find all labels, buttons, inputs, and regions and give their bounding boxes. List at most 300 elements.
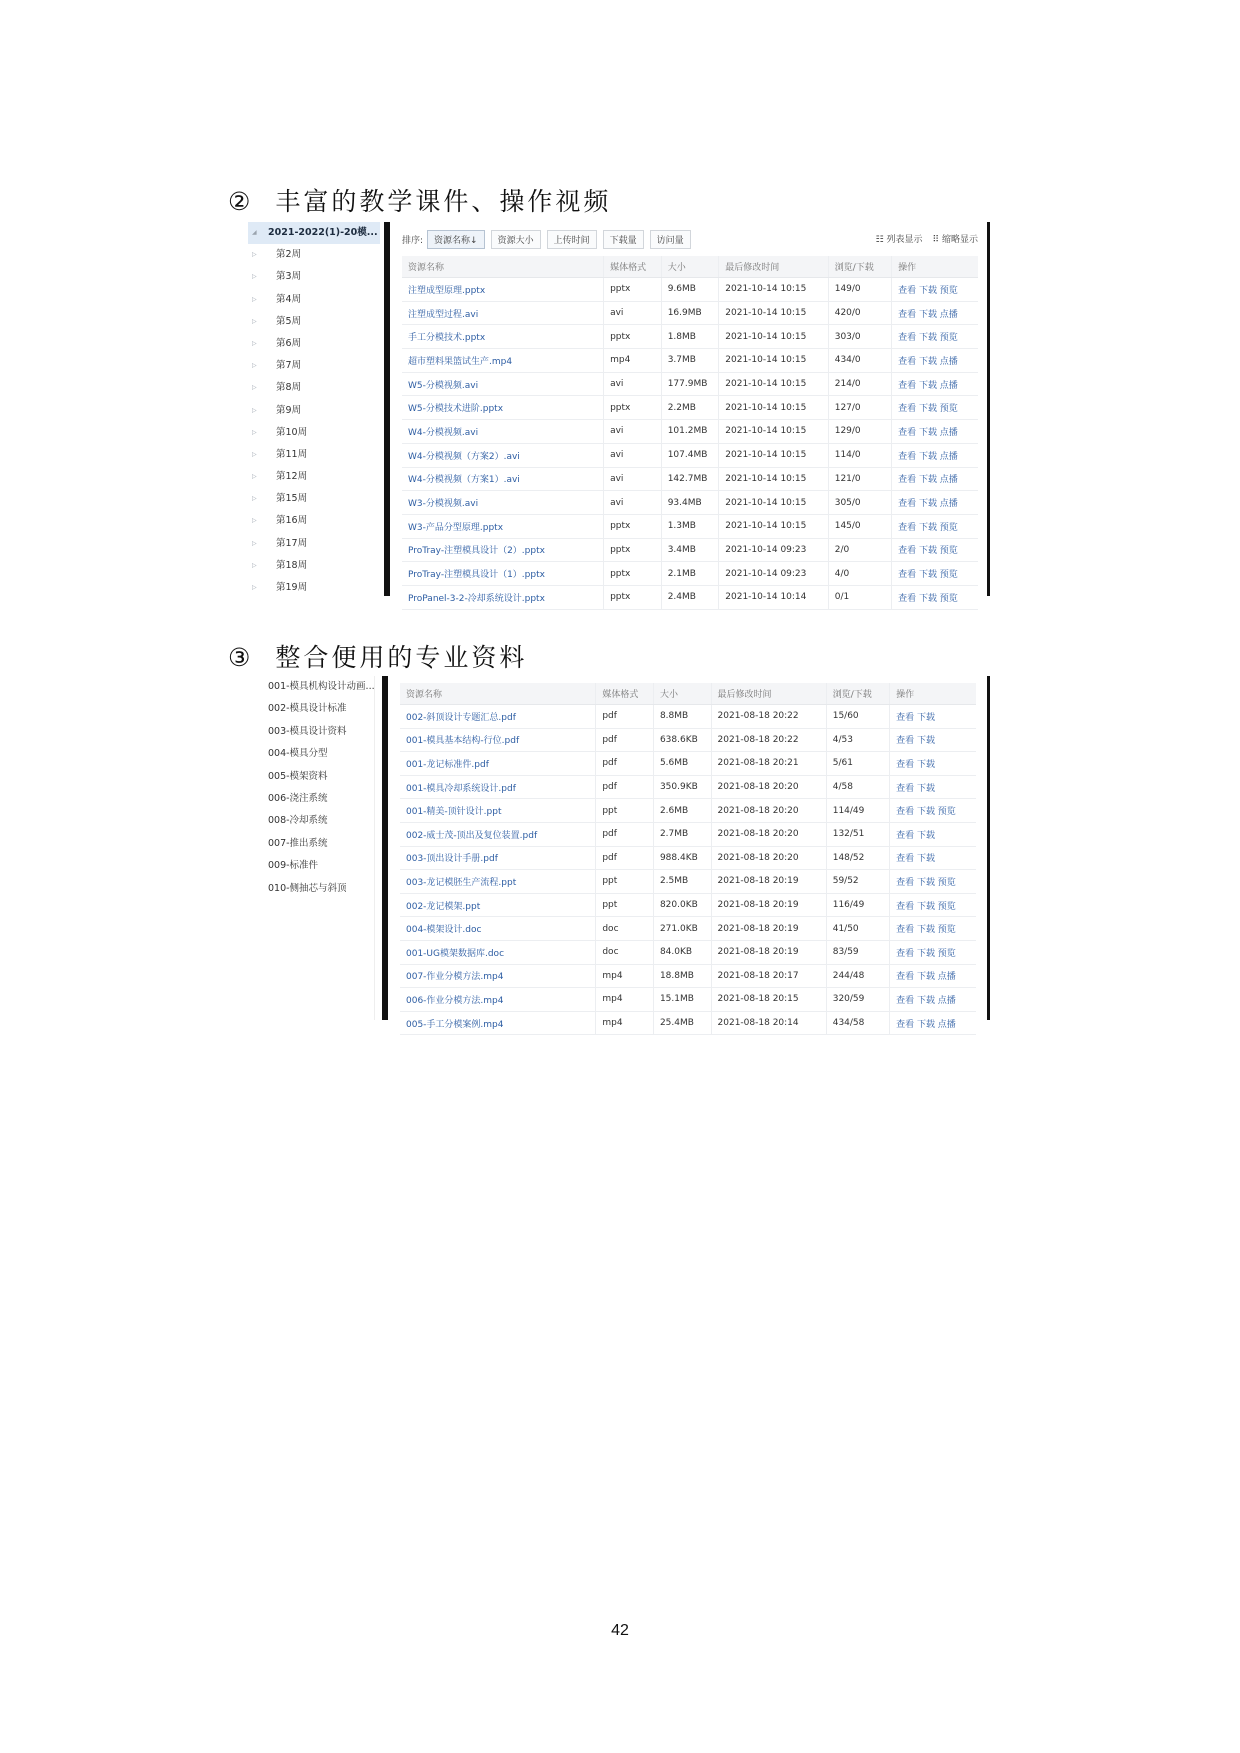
tree-item-category[interactable] — [256, 721, 374, 743]
views-downloads-cell: 148/52 — [826, 846, 889, 870]
views-downloads-cell: 15/60 — [826, 705, 889, 729]
row-actions[interactable]: 查看 下载 点播 — [892, 443, 978, 467]
modified-time-cell: 2021-08-18 20:20 — [711, 775, 826, 799]
row-actions[interactable]: 查看 下载 预览 — [890, 940, 976, 964]
sort-by-name-button[interactable]: 资源名称↓ — [427, 230, 485, 249]
size-cell: 3.7MB — [661, 349, 719, 373]
views-downloads-cell: 244/48 — [826, 964, 889, 988]
modified-time-cell: 2021-08-18 20:19 — [711, 917, 826, 941]
table-row — [400, 705, 976, 729]
resource-name-link[interactable]: 003-龙记模胚生产流程.ppt — [400, 870, 596, 894]
table-row — [400, 728, 976, 752]
list-view-button[interactable]: ☷ 列表显示 — [875, 235, 923, 245]
resource-name-link[interactable]: ProPanel-3-2-冷却系统设计.pptx — [402, 585, 604, 609]
tree-item-week[interactable] — [248, 488, 380, 510]
views-downloads-cell: 2/0 — [828, 538, 891, 562]
views-downloads-cell: 4/58 — [826, 775, 889, 799]
row-actions[interactable]: 查看 下载 点播 — [890, 1011, 976, 1035]
row-actions[interactable]: 查看 下载 预览 — [890, 870, 976, 894]
row-actions[interactable]: 查看 下载 — [890, 822, 976, 846]
table-row — [402, 278, 978, 302]
tree-item-week[interactable] — [248, 244, 380, 266]
tree-item-label: 第15周 — [276, 493, 308, 505]
media-format-cell: avi — [604, 420, 662, 444]
modified-time-cell: 2021-10-14 10:15 — [719, 349, 828, 373]
resource-name-link[interactable]: 004-模架设计.doc — [400, 917, 596, 941]
column-header[interactable]: 最后修改时间 — [719, 256, 828, 278]
media-format-cell: pdf — [596, 752, 654, 776]
sort-by-size-button[interactable]: 资源大小 — [491, 230, 541, 249]
modified-time-cell: 2021-08-18 20:20 — [711, 799, 826, 823]
views-downloads-cell: 121/0 — [828, 467, 891, 491]
resource-name-link[interactable]: W5-分模技术进阶.pptx — [402, 396, 604, 420]
row-actions[interactable]: 查看 下载 预览 — [892, 278, 978, 302]
views-downloads-cell: 149/0 — [828, 278, 891, 302]
modified-time-cell: 2021-08-18 20:17 — [711, 964, 826, 988]
modified-time-cell: 2021-10-14 10:15 — [719, 278, 828, 302]
tree-item-category[interactable] — [256, 855, 374, 877]
tree-item-week[interactable] — [248, 355, 380, 377]
tree-item-label: 第9周 — [276, 404, 302, 416]
resource-name-link[interactable]: 002-龙记模架.ppt — [400, 893, 596, 917]
size-cell: 350.9KB — [653, 775, 711, 799]
column-header[interactable]: 媒体格式 — [596, 683, 654, 705]
table-row — [402, 349, 978, 373]
resource-name-link[interactable]: 001-模具基本结构-行位.pdf — [400, 728, 596, 752]
table-row — [400, 964, 976, 988]
media-format-cell: doc — [596, 940, 654, 964]
row-actions[interactable]: 查看 下载 预览 — [892, 325, 978, 349]
tree-item-week[interactable] — [248, 400, 380, 422]
column-header[interactable]: 浏览/下载 — [828, 256, 891, 278]
table-row — [402, 443, 978, 467]
splitter[interactable] — [384, 222, 390, 596]
size-cell: 988.4KB — [653, 846, 711, 870]
caret-right-icon: ▷ — [252, 517, 257, 525]
column-header[interactable]: 资源名称 — [400, 683, 596, 705]
caret-right-icon: ▷ — [252, 450, 257, 458]
section-2-heading — [228, 182, 611, 218]
caret-right-icon: ▷ — [252, 473, 257, 481]
row-actions[interactable]: 查看 下载 — [890, 846, 976, 870]
row-actions[interactable]: 查看 下载 — [890, 752, 976, 776]
sort-by-visits-button[interactable]: 访问量 — [650, 230, 691, 249]
tree-item-category[interactable] — [256, 810, 374, 832]
media-format-cell: pptx — [604, 325, 662, 349]
table-row — [402, 372, 978, 396]
caret-right-icon: ▷ — [252, 384, 257, 392]
table-row — [400, 917, 976, 941]
size-cell: 107.4MB — [661, 443, 719, 467]
media-format-cell: mp4 — [596, 964, 654, 988]
row-actions[interactable]: 查看 下载 点播 — [892, 491, 978, 515]
resource-name-link[interactable]: W4-分模视频.avi — [402, 420, 604, 444]
column-header[interactable]: 大小 — [653, 683, 711, 705]
column-header[interactable]: 媒体格式 — [604, 256, 662, 278]
row-actions[interactable]: 查看 下载 点播 — [892, 420, 978, 444]
table-row — [400, 799, 976, 823]
resource-name-link[interactable]: W4-分模视频（方案2）.avi — [402, 443, 604, 467]
resource-name-link[interactable]: 注塑成型原理.pptx — [402, 278, 604, 302]
views-downloads-cell: 305/0 — [828, 491, 891, 515]
modified-time-cell: 2021-08-18 20:15 — [711, 988, 826, 1012]
section-2-number: ② — [228, 187, 254, 216]
table-row — [402, 514, 978, 538]
resource-name-link[interactable]: 005-手工分模案例.mp4 — [400, 1011, 596, 1035]
modified-time-cell: 2021-08-18 20:22 — [711, 728, 826, 752]
tree-item-label: 第7周 — [276, 360, 302, 372]
modified-time-cell: 2021-10-14 10:15 — [719, 491, 828, 515]
row-actions[interactable]: 查看 下载 点播 — [892, 372, 978, 396]
views-downloads-cell: 129/0 — [828, 420, 891, 444]
size-cell: 2.5MB — [653, 870, 711, 894]
row-actions[interactable]: 查看 下载 — [890, 705, 976, 729]
media-format-cell: pdf — [596, 705, 654, 729]
tree-root-semester[interactable]: ◢ 2021-2022(1)-20模... — [248, 222, 380, 244]
views-downloads-cell: 434/58 — [826, 1011, 889, 1035]
column-header[interactable]: 大小 — [661, 256, 719, 278]
modified-time-cell: 2021-08-18 20:19 — [711, 893, 826, 917]
row-actions[interactable]: 查看 下载 点播 — [892, 349, 978, 373]
resource-name-link[interactable]: 注塑成型过程.avi — [402, 301, 604, 325]
tree-item-label: 第2周 — [276, 249, 302, 261]
resource-name-link[interactable]: W3-分模视频.avi — [402, 491, 604, 515]
views-downloads-cell: 132/51 — [826, 822, 889, 846]
views-downloads-cell: 4/53 — [826, 728, 889, 752]
tree-item-label: 第8周 — [276, 382, 302, 394]
views-downloads-cell: 5/61 — [826, 752, 889, 776]
media-format-cell: pdf — [596, 728, 654, 752]
views-downloads-cell: 145/0 — [828, 514, 891, 538]
size-cell: 15.1MB — [653, 988, 711, 1012]
row-actions[interactable]: 查看 下载 点播 — [890, 964, 976, 988]
modified-time-cell: 2021-10-14 10:15 — [719, 325, 828, 349]
tree-item-label: 第11周 — [276, 448, 308, 460]
column-header[interactable]: 资源名称 — [402, 256, 604, 278]
tree-item-label: 第16周 — [276, 515, 308, 527]
right-border — [987, 676, 990, 1020]
resource-name-link[interactable]: 001-精美-顶针设计.ppt — [400, 799, 596, 823]
media-format-cell: avi — [604, 443, 662, 467]
size-cell: 142.7MB — [661, 467, 719, 491]
media-format-cell: ppt — [596, 799, 654, 823]
media-format-cell: pdf — [596, 846, 654, 870]
sort-toolbar — [402, 222, 978, 256]
row-actions[interactable]: 查看 下载 预览 — [890, 917, 976, 941]
modified-time-cell: 2021-10-14 09:23 — [719, 538, 828, 562]
media-format-cell: mp4 — [604, 349, 662, 373]
tree-item-label: 009-标准件 — [268, 860, 319, 872]
size-cell: 2.1MB — [661, 562, 719, 586]
row-actions[interactable]: 查看 下载 预览 — [892, 396, 978, 420]
size-cell: 25.4MB — [653, 1011, 711, 1035]
row-actions[interactable]: 查看 下载 预览 — [890, 893, 976, 917]
media-format-cell: ppt — [596, 870, 654, 894]
resource-table — [402, 256, 978, 610]
views-downloads-cell: 114/0 — [828, 443, 891, 467]
table-row — [400, 846, 976, 870]
modified-time-cell: 2021-10-14 10:15 — [719, 467, 828, 491]
resource-name-link[interactable]: 007-作业分模方法.mp4 — [400, 964, 596, 988]
size-cell: 5.6MB — [653, 752, 711, 776]
caret-right-icon: ▷ — [252, 584, 257, 591]
table-row — [400, 870, 976, 894]
resource-panel — [402, 222, 978, 604]
size-cell: 8.8MB — [653, 705, 711, 729]
media-format-cell: avi — [604, 467, 662, 491]
table-row — [400, 940, 976, 964]
tree-item-label: 第18周 — [276, 559, 308, 571]
views-downloads-cell: 4/0 — [828, 562, 891, 586]
row-actions[interactable]: 查看 下载 — [890, 728, 976, 752]
table-row — [402, 538, 978, 562]
size-cell: 1.8MB — [661, 325, 719, 349]
tree-item-label: 004-模具分型 — [268, 748, 328, 760]
views-downloads-cell: 320/59 — [826, 988, 889, 1012]
resource-name-link[interactable]: ProTray-注塑模具设计（1）.pptx — [402, 562, 604, 586]
views-downloads-cell: 114/49 — [826, 799, 889, 823]
modified-time-cell: 2021-08-18 20:19 — [711, 870, 826, 894]
modified-time-cell: 2021-10-14 10:15 — [719, 420, 828, 444]
size-cell: 18.8MB — [653, 964, 711, 988]
modified-time-cell: 2021-08-18 20:22 — [711, 705, 826, 729]
tree-item-week[interactable] — [248, 422, 380, 444]
size-cell: 271.0KB — [653, 917, 711, 941]
media-format-cell: mp4 — [596, 988, 654, 1012]
table-row — [400, 822, 976, 846]
table-row — [402, 585, 978, 609]
tree-item-label: 003-模具设计资料 — [268, 725, 347, 737]
modified-time-cell: 2021-08-18 20:19 — [711, 940, 826, 964]
sort-label: 排序: — [402, 235, 424, 246]
thumbnail-view-button[interactable]: ⠿ 缩略显示 — [932, 235, 978, 245]
tree-item-label: 005-模架资料 — [268, 770, 328, 782]
resource-name-link[interactable]: 002-斜顶设计专题汇总.pdf — [400, 705, 596, 729]
media-format-cell: avi — [604, 372, 662, 396]
sort-by-upload-time-button[interactable]: 上传时间 — [547, 230, 597, 249]
views-downloads-cell: 0/1 — [828, 585, 891, 609]
column-header[interactable]: 操作 — [892, 256, 978, 278]
views-downloads-cell: 41/50 — [826, 917, 889, 941]
table-row — [400, 988, 976, 1012]
tree-item-label: 006-浇注系统 — [268, 792, 328, 804]
modified-time-cell: 2021-10-14 10:15 — [719, 372, 828, 396]
tree-item-label: 第12周 — [276, 471, 308, 483]
caret-right-icon: ▷ — [252, 495, 257, 503]
resource-name-link[interactable]: 006-作业分模方法.mp4 — [400, 988, 596, 1012]
table-row — [402, 325, 978, 349]
table-row — [402, 467, 978, 491]
caret-right-icon: ▷ — [252, 317, 257, 325]
tree-item-label: 第4周 — [276, 293, 302, 305]
modified-time-cell: 2021-10-14 10:15 — [719, 443, 828, 467]
tree-item-label: 第19周 — [276, 582, 308, 593]
tree-item-category[interactable] — [256, 788, 374, 810]
media-format-cell: pdf — [596, 822, 654, 846]
media-format-cell: pptx — [604, 514, 662, 538]
table-row — [400, 775, 976, 799]
tree-item-week[interactable] — [248, 333, 380, 355]
resource-name-link[interactable]: W3-产品分型原理.pptx — [402, 514, 604, 538]
size-cell: 93.4MB — [661, 491, 719, 515]
tree-item-category[interactable] — [256, 676, 374, 698]
modified-time-cell: 2021-10-14 10:15 — [719, 514, 828, 538]
resource-name-link[interactable]: 超市塑料果篮试生产.mp4 — [402, 349, 604, 373]
resource-name-link[interactable]: 002-威士茂-顶出及复位装置.pdf — [400, 822, 596, 846]
section-3-title: 整合便用的专业资料 — [275, 643, 528, 672]
size-cell: 2.2MB — [661, 396, 719, 420]
row-actions[interactable]: 查看 下载 点播 — [892, 467, 978, 491]
caret-right-icon: ▷ — [252, 251, 257, 259]
caret-right-icon: ▷ — [252, 339, 257, 347]
column-header[interactable]: 最后修改时间 — [711, 683, 826, 705]
professional-materials-screenshot — [256, 676, 990, 1030]
resource-name-link[interactable]: W4-分模视频（方案1）.avi — [402, 467, 604, 491]
row-actions[interactable]: 查看 下载 点播 — [890, 988, 976, 1012]
tree-item-label: 第17周 — [276, 537, 308, 549]
size-cell: 177.9MB — [661, 372, 719, 396]
tree-item-week[interactable] — [248, 377, 380, 399]
views-downloads-cell: 83/59 — [826, 940, 889, 964]
media-format-cell: pptx — [604, 538, 662, 562]
resource-name-link[interactable]: 手工分模技术.pptx — [402, 325, 604, 349]
size-cell: 2.6MB — [653, 799, 711, 823]
size-cell: 820.0KB — [653, 893, 711, 917]
tree-item-label: 第3周 — [276, 271, 302, 283]
views-downloads-cell: 420/0 — [828, 301, 891, 325]
modified-time-cell: 2021-08-18 20:20 — [711, 822, 826, 846]
sort-by-downloads-button[interactable]: 下载量 — [603, 230, 644, 249]
resource-name-link[interactable]: 003-顶出设计手册.pdf — [400, 846, 596, 870]
tree-item-category[interactable] — [256, 743, 374, 765]
tree-item-category[interactable] — [256, 833, 374, 855]
section-2-title: 丰富的教学课件、操作视频 — [275, 187, 612, 216]
tree-item-label: 008-冷却系统 — [268, 815, 328, 827]
tree-item-label: 001-模具机构设计动画... — [268, 681, 375, 692]
size-cell: 9.6MB — [661, 278, 719, 302]
table-row — [400, 893, 976, 917]
resource-name-link[interactable]: 001-模具冷却系统设计.pdf — [400, 775, 596, 799]
views-downloads-cell: 214/0 — [828, 372, 891, 396]
size-cell: 2.7MB — [653, 822, 711, 846]
caret-right-icon: ▷ — [252, 428, 257, 436]
column-header[interactable]: 操作 — [890, 683, 976, 705]
tree-item-label: 010-侧抽芯与斜顶 — [268, 882, 347, 894]
splitter[interactable] — [382, 676, 388, 1020]
row-actions[interactable]: 查看 下载 — [890, 775, 976, 799]
media-format-cell: doc — [596, 917, 654, 941]
column-header[interactable]: 浏览/下载 — [826, 683, 889, 705]
media-format-cell: mp4 — [596, 1011, 654, 1035]
media-format-cell: ppt — [596, 893, 654, 917]
resource-name-link[interactable]: 001-UG模架数据库.doc — [400, 940, 596, 964]
tree-item-week[interactable] — [248, 466, 380, 488]
media-format-cell: pptx — [604, 396, 662, 420]
resource-panel — [400, 676, 976, 1030]
media-format-cell: pptx — [604, 585, 662, 609]
row-actions[interactable]: 查看 下载 点播 — [892, 301, 978, 325]
views-downloads-cell: 127/0 — [828, 396, 891, 420]
table-row — [400, 752, 976, 776]
table-row — [402, 420, 978, 444]
tree-item-week[interactable] — [248, 555, 380, 577]
row-actions[interactable]: 查看 下载 预览 — [892, 585, 978, 609]
views-downloads-cell: 59/52 — [826, 870, 889, 894]
caret-right-icon: ▷ — [252, 295, 257, 303]
size-cell: 16.9MB — [661, 301, 719, 325]
tree-item-label: 007-推出系统 — [268, 837, 328, 849]
views-downloads-cell: 116/49 — [826, 893, 889, 917]
size-cell: 2.4MB — [661, 585, 719, 609]
tree-item-label: 第10周 — [276, 426, 308, 438]
section-3-number: ③ — [228, 643, 254, 672]
modified-time-cell: 2021-10-14 10:14 — [719, 585, 828, 609]
table-row — [402, 562, 978, 586]
tree-item-week[interactable] — [248, 533, 380, 555]
row-actions[interactable]: 查看 下载 预览 — [892, 562, 978, 586]
caret-right-icon: ▷ — [252, 561, 257, 569]
tree-item-week[interactable] — [248, 444, 380, 466]
tree-item-category[interactable] — [256, 698, 374, 720]
modified-time-cell: 2021-08-18 20:20 — [711, 846, 826, 870]
courseware-screenshot — [248, 222, 990, 604]
size-cell: 101.2MB — [661, 420, 719, 444]
modified-time-cell: 2021-10-14 10:15 — [719, 396, 828, 420]
size-cell: 3.4MB — [661, 538, 719, 562]
page-number: 42 — [611, 1622, 629, 1639]
tree-item-week[interactable] — [248, 311, 380, 333]
resource-table — [400, 683, 976, 1035]
caret-down-icon: ◢ — [252, 229, 257, 236]
right-border — [987, 222, 990, 596]
row-actions[interactable]: 查看 下载 预览 — [892, 514, 978, 538]
tree-item-category[interactable] — [256, 878, 374, 900]
media-format-cell: pptx — [604, 278, 662, 302]
tree-item-label: 第6周 — [276, 337, 302, 349]
resource-name-link[interactable]: 001-龙记标准件.pdf — [400, 752, 596, 776]
size-cell: 84.0KB — [653, 940, 711, 964]
views-downloads-cell: 303/0 — [828, 325, 891, 349]
row-actions[interactable]: 查看 下载 预览 — [890, 799, 976, 823]
caret-right-icon: ▷ — [252, 273, 257, 281]
resource-name-link[interactable]: ProTray-注塑模具设计（2）.pptx — [402, 538, 604, 562]
caret-right-icon: ▷ — [252, 362, 257, 370]
row-actions[interactable]: 查看 下载 预览 — [892, 538, 978, 562]
category-tree — [256, 676, 375, 1020]
tree-item-week[interactable] — [248, 266, 380, 288]
modified-time-cell: 2021-10-14 10:15 — [719, 301, 828, 325]
table-row — [402, 301, 978, 325]
modified-time-cell: 2021-08-18 20:14 — [711, 1011, 826, 1035]
views-downloads-cell: 434/0 — [828, 349, 891, 373]
tree-item-label: 002-模具设计标准 — [268, 703, 347, 715]
tree-item-week[interactable] — [248, 289, 380, 311]
caret-right-icon: ▷ — [252, 539, 257, 547]
media-format-cell: avi — [604, 491, 662, 515]
table-row — [402, 396, 978, 420]
media-format-cell: pptx — [604, 562, 662, 586]
caret-right-icon: ▷ — [252, 406, 257, 414]
modified-time-cell: 2021-08-18 20:21 — [711, 752, 826, 776]
table-row — [402, 491, 978, 515]
tree-item-week[interactable] — [248, 577, 380, 599]
week-tree — [248, 222, 380, 596]
section-3-heading — [228, 638, 527, 674]
tree-item-category[interactable] — [256, 766, 374, 788]
media-format-cell: pdf — [596, 775, 654, 799]
tree-item-week[interactable] — [248, 510, 380, 532]
resource-name-link[interactable]: W5-分模视频.avi — [402, 372, 604, 396]
